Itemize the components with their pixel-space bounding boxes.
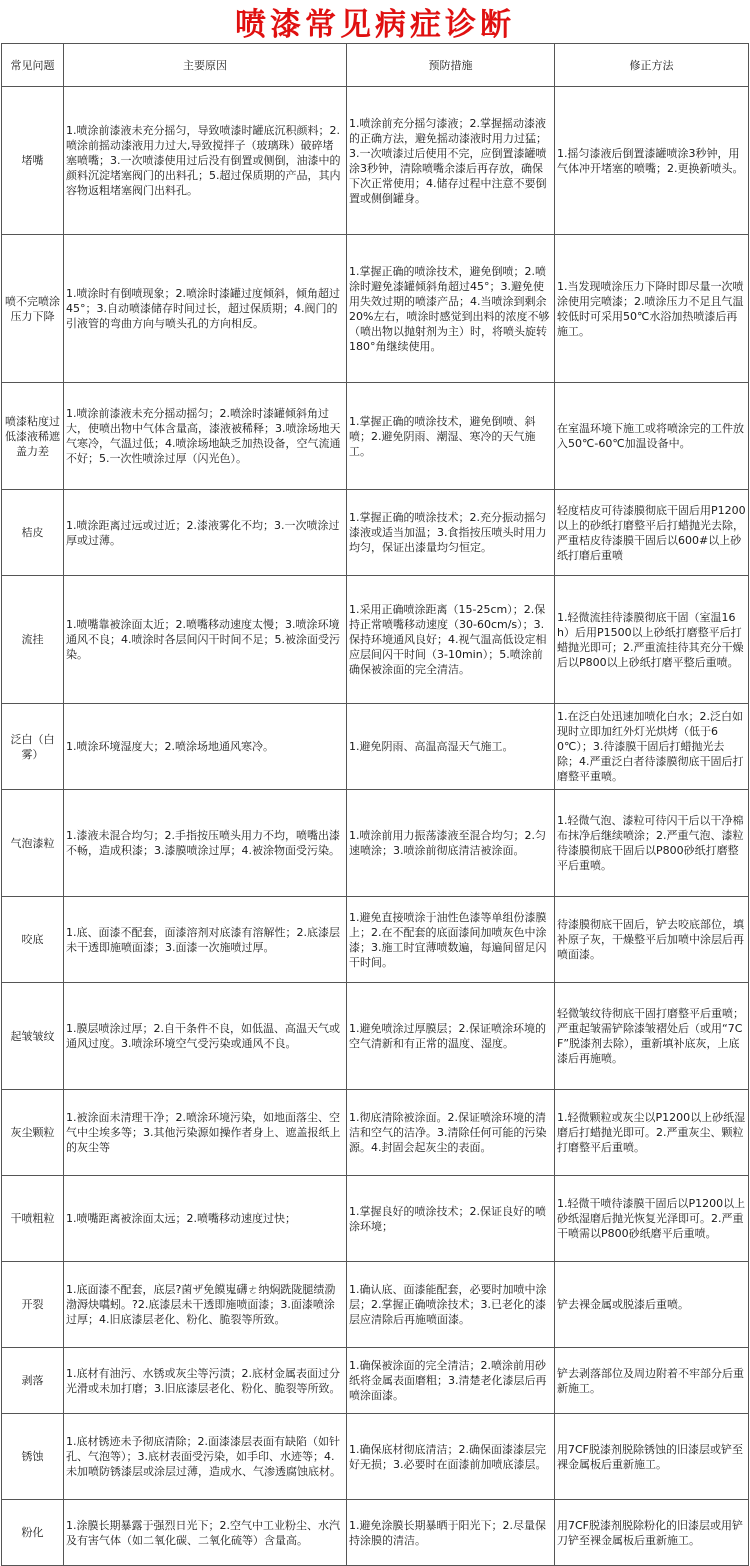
problem-cell: 灰尘颗粒 — [2, 1090, 64, 1176]
fix-cell: 1.当发现喷涂压力下降时即尽量一次喷涂使用完喷漆；2.喷涂压力不足且气温较低时可采用50℃水浴加热喷漆后再施工。 — [555, 235, 749, 383]
prevention-cell: 1.确认底、面漆能配套，必要时加喷中涂层；2.掌握正确喷涂技术；3.已老化的漆层应清除后再施喷面漆。 — [347, 1262, 555, 1348]
problem-cell: 桔皮 — [2, 490, 64, 576]
table-row — [2, 383, 749, 490]
table-row — [2, 1348, 749, 1414]
problem-cell: 开裂 — [2, 1262, 64, 1348]
prevention-cell: 1.避免阴雨、高温高湿天气施工。 — [347, 704, 555, 790]
prevention-cell: 1.喷涂前充分摇匀漆液；2.掌握摇动漆液的正确方法，避免摇动漆液时用力过猛；3.一次喷漆过后使用不完，应倒置漆罐喷涂3秒钟，清除喷嘴余漆后再存放，确保下次正常使用；4.储存过程中注意不要倒置或侧倒罐身。 — [347, 87, 555, 235]
cause-cell: 1.涂膜长期暴露于强烈日光下；2.空气中工业粉尘、水汽及有害气体（如二氧化碳、二氧化硫等）含量高。 — [64, 1500, 347, 1566]
problem-cell: 锈蚀 — [2, 1414, 64, 1500]
header-prevention: 预防措施 — [347, 44, 555, 87]
cause-cell: 1.喷涂前漆液未充分摇动摇匀；2.喷涂时漆罐倾斜角过大，使喷出物中气体含量高，漆液被稀释；3.喷涂场地天气寒冷，气温过低；4.喷涂场地缺乏加热设备，空气流通不好；5.一次性喷涂过厚（闪光色）。 — [64, 383, 347, 490]
table-row — [2, 983, 749, 1090]
cause-cell: 1.底材锈迹未予彻底清除；2.面漆漆层表面有缺陷（如针孔、气泡等）；3.底材表面受污染，如手印、水迹等；4.未加喷防锈漆层或涂层过薄，造成水、气渗透腐蚀底材。 — [64, 1414, 347, 1500]
cause-cell: 1.膜层喷涂过厚；2.自干条件不良，如低温、高温天气或通风过度。3.喷涂环境空气受污染或通风不良。 — [64, 983, 347, 1090]
header-problem: 常见问题 — [2, 44, 64, 87]
problem-cell: 气泡漆粒 — [2, 790, 64, 897]
problem-cell: 流挂 — [2, 576, 64, 704]
problem-cell: 喷漆粘度过低漆液稀遮盖力差 — [2, 383, 64, 490]
cause-cell: 1.底材有油污、水锈或灰尘等污渍；2.底材金属表面过分光滑或未加打磨；3.旧底漆层老化、粉化、脆裂等所致。 — [64, 1348, 347, 1414]
prevention-cell: 1.掌握正确的喷涂技术；2.充分振动摇匀漆液或适当加温；3.食指按压喷头时用力均匀，保证出漆量均匀恒定。 — [347, 490, 555, 576]
cause-cell: 1.底面漆不配套，底层?菌ザ免饃嵬礴ㄜ纳焖跣陇腿绩泐渤溽炔嚆蚓。?2.底漆层未干透即施喷面漆；3.面漆喷涂过厚；4.旧底漆层老化、粉化、脆裂等所致。 — [64, 1262, 347, 1348]
fix-cell: 1.在泛白处迅速加喷化白水；2.泛白如现时立即加红外灯光烘烤（低于60℃）；3.待漆膜干固后打蜡抛光去除；4.严重泛白者待漆膜彻底干固后打磨整平重喷。 — [555, 704, 749, 790]
prevention-cell: 1.掌握正确的喷涂技术，避免倒喷；2.喷涂时避免漆罐倾斜角超过45°；3.避免使用失效过期的喷漆产品；4.当喷涂到剩余20%左右，喷涂时感觉到出料的浓度不够（喷出物以抛射剂为主）时，将喷头旋转180°角继续使用。 — [347, 235, 555, 383]
table-row — [2, 1090, 749, 1176]
fix-cell: 用7CF脱漆剂脱除锈蚀的旧漆层或铲至裸金属板后重新施工。 — [555, 1414, 749, 1500]
fix-cell: 铲去剥落部位及周边附着不牢部分后重新施工。 — [555, 1348, 749, 1414]
fix-cell: 1.轻微干喷待漆膜干固后以P1200以上砂纸湿磨后抛光恢复光泽即可。2.严重干喷需以P800砂纸磨平后重喷。 — [555, 1176, 749, 1262]
fix-cell: 用7CF脱漆剂脱除粉化的旧漆层或用铲刀铲至裸金属板后重新施工。 — [555, 1500, 749, 1566]
table-row — [2, 1414, 749, 1500]
prevention-cell: 1.掌握良好的喷涂技术；2.保证良好的喷涂环境； — [347, 1176, 555, 1262]
prevention-cell: 1.避免直接喷涂于油性色漆等单组份漆膜上；2.在不配套的底面漆间加喷灰色中涂漆；3.施工时宜薄喷数遍，每遍间留足闪干时间。 — [347, 897, 555, 983]
cause-cell: 1.喷涂环境湿度大；2.喷涂场地通风寒冷。 — [64, 704, 347, 790]
cause-cell: 1.漆液未混合均匀；2.手指按压喷头用力不均，喷嘴出漆不畅，造成积漆；3.漆膜喷涂过厚；4.被涂物面受污染。 — [64, 790, 347, 897]
prevention-cell: 1.喷涂前用力振荡漆液至混合均匀；2.匀速喷涂；3.喷涂前彻底清洁被涂面。 — [347, 790, 555, 897]
prevention-cell: 1.掌握正确的喷涂技术，避免倒喷、斜喷；2.避免阴雨、潮湿、寒冷的天气施工。 — [347, 383, 555, 490]
problem-cell: 剥落 — [2, 1348, 64, 1414]
header-cause: 主要原因 — [64, 44, 347, 87]
table-header-row — [2, 44, 749, 87]
cause-cell: 1.被涂面未清理干净；2.喷涂环境污染，如地面落尘、空气中尘埃多等；3.其他污染源如操作者身上、遮盖报纸上的灰尘等 — [64, 1090, 347, 1176]
problem-cell: 喷不完喷涂压力下降 — [2, 235, 64, 383]
cause-cell: 1.喷嘴距离被涂面太远；2.喷嘴移动速度过快； — [64, 1176, 347, 1262]
problem-cell: 起皱皱纹 — [2, 983, 64, 1090]
cause-cell: 1.喷嘴靠被涂面太近；2.喷嘴移动速度太慢；3.喷涂环境通风不良；4.喷涂时各层间闪干时间不足；5.被涂面受污染。 — [64, 576, 347, 704]
cause-cell: 1.喷涂时有倒喷现象；2.喷涂时漆罐过度倾斜，倾角超过45°；3.自动喷漆储存时间过长，超过保质期；4.阀门的引液管的弯曲方向与喷头孔的方向相反。 — [64, 235, 347, 383]
prevention-cell: 1.确保被涂面的完全清洁；2.喷涂前用砂纸将金属表面磨粗；3.清楚老化漆层后再喷涂面漆。 — [347, 1348, 555, 1414]
problem-cell: 堵嘴 — [2, 87, 64, 235]
fix-cell: 轻微皱纹待彻底干固打磨整平后重喷；严重起皱需铲除漆皱褶处后（或用“7CF”脱漆剂去除），重新填补底灰，上底漆后再施喷。 — [555, 983, 749, 1090]
prevention-cell: 1.确保底材彻底清洁；2.确保面漆漆层完好无损；3.必要时在面漆前加喷底漆层。 — [347, 1414, 555, 1500]
cause-cell: 1.喷涂前漆液未充分摇匀，导致喷漆时罐底沉积颜料；2.喷涂前摇动漆液用力过大,导致搅拌子（玻璃珠）破碎堵塞喷嘴；3.一次喷漆使用过后没有倒置或侧倒，油漆中的颜料沉淀堵塞阀门的出料孔；5.超过保质期的产品，其内容物返粗堵塞阀门出料孔。 — [64, 87, 347, 235]
diagnosis-table — [1, 43, 749, 1566]
problem-cell: 粉化 — [2, 1500, 64, 1566]
table-row — [2, 235, 749, 383]
table-row — [2, 790, 749, 897]
fix-cell: 铲去裸金属或脱漆后重喷。 — [555, 1262, 749, 1348]
header-fix: 修正方法 — [555, 44, 749, 87]
problem-cell: 咬底 — [2, 897, 64, 983]
fix-cell: 待漆膜彻底干固后，铲去咬底部位，填补原子灰，干燥整平后加喷中涂层后再喷面漆。 — [555, 897, 749, 983]
table-row — [2, 490, 749, 576]
prevention-cell: 1.避免喷涂过厚膜层；2.保证喷涂环境的空气清新和有正常的温度、湿度。 — [347, 983, 555, 1090]
prevention-cell: 1.采用正确喷涂距离（15-25cm）；2.保持正常喷嘴移动速度（30-60cm/s）；3.保持环境通风良好；4.视气温高低设定相应层间闪干时间（3-10min）；5.喷涂前确保被涂面的完全清洁。 — [347, 576, 555, 704]
fix-cell: 1.摇匀漆液后倒置漆罐喷涂3秒钟，用气体冲开堵塞的喷嘴；2.更换新喷头。 — [555, 87, 749, 235]
table-row — [2, 87, 749, 235]
fix-cell: 1.轻微颗粒或灰尘以P1200以上砂纸湿磨后打蜡抛光即可。2.严重灰尘、颗粒打磨整平后重喷。 — [555, 1090, 749, 1176]
table-row — [2, 1262, 749, 1348]
fix-cell: 1.轻微气泡、漆粒可待闪干后以干净棉布抹净后继续喷涂；2.严重气泡、漆粒待漆膜彻底干固后以P800砂纸打磨整平后重喷。 — [555, 790, 749, 897]
table-row — [2, 704, 749, 790]
table-row — [2, 897, 749, 983]
prevention-cell: 1.彻底清除被涂面。2.保证喷涂环境的清洁和空气的洁净。3.清除任何可能的污染源。4.封固会起灰尘的表面。 — [347, 1090, 555, 1176]
fix-cell: 在室温环境下施工或将喷涂完的工件放入50℃-60℃加温设备中。 — [555, 383, 749, 490]
fix-cell: 1.轻微流挂待漆膜彻底干固（室温16h）后用P1500以上砂纸打磨整平后打蜡抛光即可；2.严重流挂待其充分干燥后以P800以上砂纸打磨平整后重喷。 — [555, 576, 749, 704]
table-row — [2, 1500, 749, 1566]
table-row — [2, 1176, 749, 1262]
page-title: 喷漆常见病症诊断 — [235, 7, 515, 43]
prevention-cell: 1.避免涂膜长期暴晒于阳光下；2.尽量保持涂膜的清洁。 — [347, 1500, 555, 1566]
fix-cell: 轻度桔皮可待漆膜彻底干固后用P1200以上的砂纸打磨整平后打蜡抛光去除，严重桔皮待漆膜干固后以600#以上砂纸打磨后重喷 — [555, 490, 749, 576]
table-row — [2, 576, 749, 704]
cause-cell: 1.底、面漆不配套，面漆溶剂对底漆有溶解性；2.底漆层未干透即施喷面漆；3.面漆一次施喷过厚。 — [64, 897, 347, 983]
cause-cell: 1.喷涂距离过远或过近；2.漆液雾化不均；3.一次喷涂过厚或过薄。 — [64, 490, 347, 576]
problem-cell: 干喷粗粒 — [2, 1176, 64, 1262]
problem-cell: 泛白（白雾） — [2, 704, 64, 790]
